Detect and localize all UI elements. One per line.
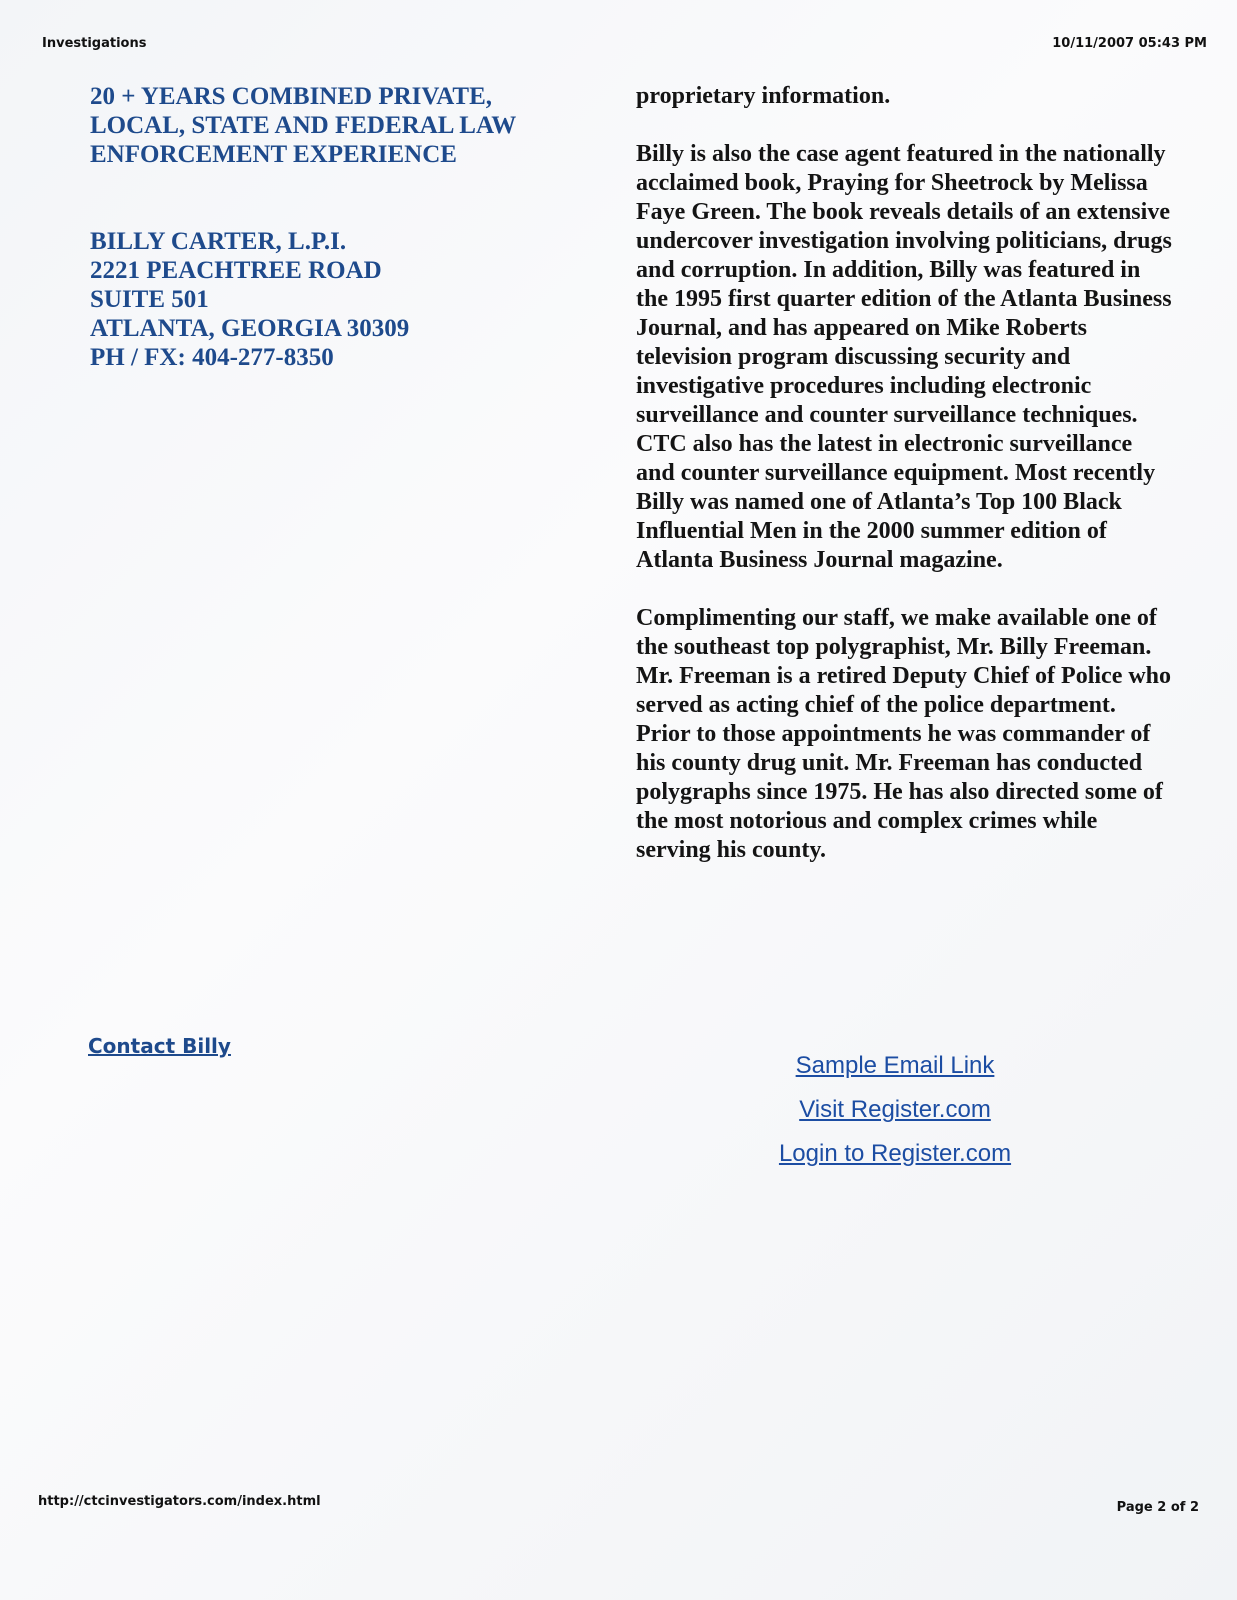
experience-line: 20 + YEARS COMBINED PRIVATE, [90, 83, 493, 110]
right-column [636, 82, 1176, 894]
print-header-title: Investigations [42, 36, 147, 51]
body-paragraph: proprietary information. [636, 83, 891, 109]
address-name: BILLY CARTER, L.P.I. [90, 228, 347, 255]
experience-heading [90, 82, 560, 169]
address-suite: SUITE 501 [90, 286, 209, 313]
print-footer-page: Page 2 of 2 [1116, 1500, 1199, 1515]
print-footer-url: http://ctcinvestigators.com/index.html [38, 1494, 321, 1509]
address-phone: PH / FX: 404-277-8350 [90, 344, 334, 371]
contact-address [90, 227, 560, 372]
experience-line: ENFORCEMENT EXPERIENCE [90, 141, 457, 168]
left-column [90, 82, 560, 372]
print-header-datetime: 10/11/2007 05:43 PM [1052, 36, 1207, 51]
body-paragraph: Complimenting our staff, we make available one of the southeast top polygraphist, Mr. Billy Freeman. Mr. Freeman is a retired Deputy Chief of Police who served as acting chief of the police department. Prior to those appointments he was commander of his county drug unit. Mr. Freeman has conducted polygraphs since 1975. He has also directed some of the most notorious and complex crimes while serving his county. [636, 605, 1172, 863]
visit-register-link[interactable]: Visit Register.com [799, 1096, 991, 1123]
experience-line: LOCAL, STATE AND FEDERAL LAW [90, 112, 517, 139]
login-register-link[interactable]: Login to Register.com [778, 1140, 1012, 1167]
body-paragraph: Billy is also the case agent featured in the nationally acclaimed book, Praying for Sheetrock by Melissa Faye Green. The book reveals details of an extensive undercover investigation involving politicians, drugs and corruption. In addition, Billy was featured in the 1995 first quarter edition of the Atlanta Business Journal, and has appeared on Mike Roberts television program discussing security and investigative procedures including electronic surveillance and counter surveillance techniques. CTC also has the latest in electronic surveillance and counter surveillance equipment. Most recently Billy was named one of Atlanta’s Top 100 Black Influential Men in the 2000 summer edition of Atlanta Business Journal magazine. [636, 141, 1172, 573]
address-street: 2221 PEACHTREE ROAD [90, 257, 382, 284]
sample-email-link[interactable]: Sample Email Link [795, 1052, 995, 1079]
address-city: ATLANTA, GEORGIA 30309 [90, 315, 410, 342]
footer-links [730, 1044, 1060, 1176]
contact-billy-link[interactable]: Contact Billy [88, 1034, 231, 1058]
